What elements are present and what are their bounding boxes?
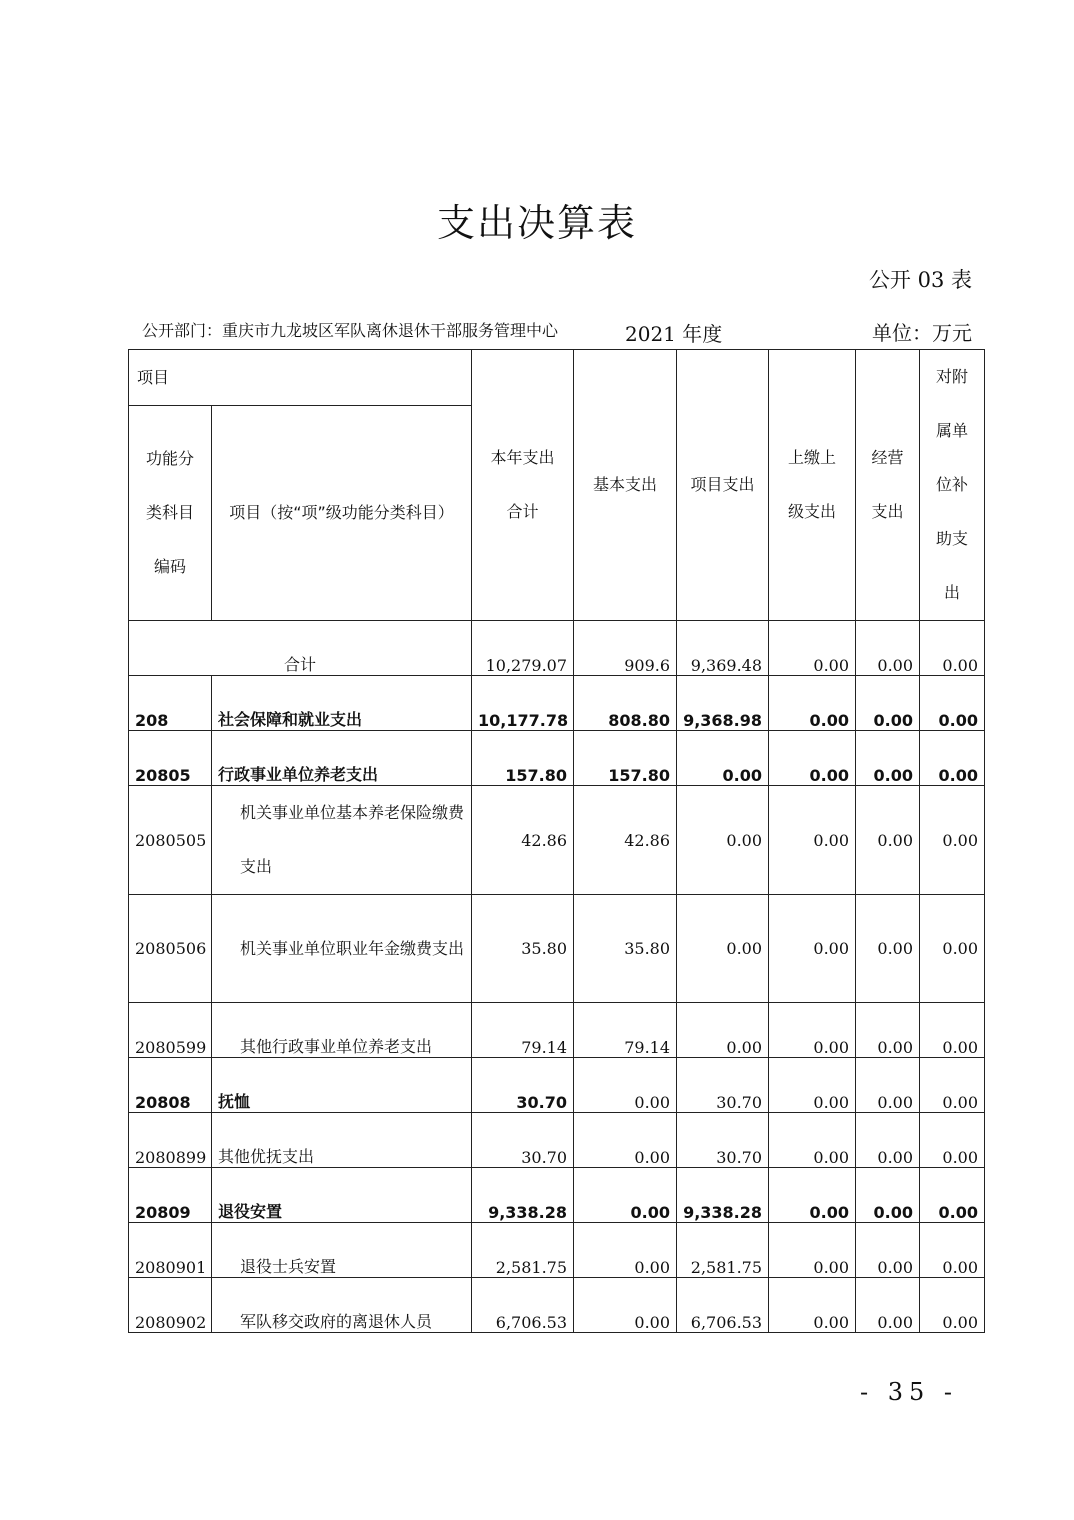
row-value: 0.00 xyxy=(920,1223,985,1278)
row-code: 2080505 xyxy=(129,786,212,895)
row-value: 35.80 xyxy=(472,895,574,1003)
row-value: 0.00 xyxy=(856,786,920,895)
row-value: 0.00 xyxy=(769,1168,856,1223)
row-name: 其他优抚支出 xyxy=(212,1113,472,1168)
header-business: 经营支出 xyxy=(856,350,920,621)
row-value: 157.80 xyxy=(574,731,677,786)
total-row xyxy=(129,621,985,676)
row-value: 0.00 xyxy=(920,1168,985,1223)
row-value: 0.00 xyxy=(769,731,856,786)
unit-label: 单位：万元 xyxy=(872,321,972,345)
table-row xyxy=(129,1113,985,1168)
row-value: 0.00 xyxy=(920,895,985,1003)
row-value: 0.00 xyxy=(769,1003,856,1058)
row-value: 0.00 xyxy=(856,1278,920,1333)
row-code: 20809 xyxy=(129,1168,212,1223)
row-code: 2080902 xyxy=(129,1278,212,1333)
table-row xyxy=(129,895,985,1003)
row-value: 0.00 xyxy=(769,895,856,1003)
row-value: 0.00 xyxy=(856,1223,920,1278)
header-upper: 上缴上级支出 xyxy=(769,350,856,621)
table-row xyxy=(129,676,985,731)
row-value: 0.00 xyxy=(769,1223,856,1278)
row-value: 79.14 xyxy=(574,1003,677,1058)
row-value: 0.00 xyxy=(856,676,920,731)
row-code: 2080901 xyxy=(129,1223,212,1278)
row-value: 6,706.53 xyxy=(677,1278,769,1333)
row-code: 2080599 xyxy=(129,1003,212,1058)
row-value: 9,338.28 xyxy=(677,1168,769,1223)
row-value: 0.00 xyxy=(920,1278,985,1333)
row-value: 30.70 xyxy=(677,1058,769,1113)
row-name: 军队移交政府的离退休人员 xyxy=(212,1278,472,1333)
total-label: 合计 xyxy=(129,621,472,676)
row-name: 退役士兵安置 xyxy=(212,1223,472,1278)
row-value: 10,177.78 xyxy=(472,676,574,731)
header-affiliate: 对附属单位补助支出 xyxy=(920,350,985,621)
row-value: 9,338.28 xyxy=(472,1168,574,1223)
row-value: 0.00 xyxy=(856,895,920,1003)
row-code: 208 xyxy=(129,676,212,731)
row-code: 2080899 xyxy=(129,1113,212,1168)
row-value: 30.70 xyxy=(677,1113,769,1168)
row-value: 30.70 xyxy=(472,1058,574,1113)
row-name: 其他行政事业单位养老支出 xyxy=(212,1003,472,1058)
total-cell: 9,369.48 xyxy=(677,621,769,676)
department-label: 公开部门：重庆市九龙坡区军队离休退休干部服务管理中心 xyxy=(142,321,559,340)
header-basic: 基本支出 xyxy=(574,350,677,621)
page-number: - 35 - xyxy=(860,1378,959,1406)
row-value: 0.00 xyxy=(920,1003,985,1058)
row-value: 2,581.75 xyxy=(472,1223,574,1278)
row-value: 0.00 xyxy=(769,786,856,895)
row-value: 0.00 xyxy=(856,1168,920,1223)
row-value: 0.00 xyxy=(677,731,769,786)
row-name: 机关事业单位基本养老保险缴费支出 xyxy=(212,786,472,895)
row-value: 0.00 xyxy=(677,895,769,1003)
row-value: 0.00 xyxy=(677,1003,769,1058)
row-name: 社会保障和就业支出 xyxy=(212,676,472,731)
row-value: 9,368.98 xyxy=(677,676,769,731)
row-value: 0.00 xyxy=(677,786,769,895)
page-title: 支出决算表 xyxy=(436,201,637,245)
row-name: 退役安置 xyxy=(212,1168,472,1223)
form-number: 公开 03 表 xyxy=(868,268,972,292)
row-code: 20808 xyxy=(129,1058,212,1113)
table-row xyxy=(129,731,985,786)
total-cell: 909.6 xyxy=(574,621,677,676)
total-cell: 0.00 xyxy=(769,621,856,676)
row-value: 42.86 xyxy=(472,786,574,895)
row-code: 20805 xyxy=(129,731,212,786)
row-value: 0.00 xyxy=(574,1223,677,1278)
row-value: 0.00 xyxy=(856,731,920,786)
row-name: 行政事业单位养老支出 xyxy=(212,731,472,786)
row-code: 2080506 xyxy=(129,895,212,1003)
row-value: 0.00 xyxy=(856,1113,920,1168)
row-value: 35.80 xyxy=(574,895,677,1003)
row-value: 0.00 xyxy=(574,1058,677,1113)
row-value: 6,706.53 xyxy=(472,1278,574,1333)
row-name: 机关事业单位职业年金缴费支出 xyxy=(212,895,472,1003)
header-name: 项目（按“项”级功能分类科目） xyxy=(212,406,472,621)
row-value: 2,581.75 xyxy=(677,1223,769,1278)
row-value: 42.86 xyxy=(574,786,677,895)
total-cell: 0.00 xyxy=(856,621,920,676)
row-value: 157.80 xyxy=(472,731,574,786)
row-name: 抚恤 xyxy=(212,1058,472,1113)
table-row xyxy=(129,1278,985,1333)
row-value: 0.00 xyxy=(574,1113,677,1168)
table-row xyxy=(129,1058,985,1113)
row-value: 808.80 xyxy=(574,676,677,731)
row-value: 0.00 xyxy=(920,1058,985,1113)
row-value: 0.00 xyxy=(769,676,856,731)
row-value: 0.00 xyxy=(920,731,985,786)
table-row xyxy=(129,1003,985,1058)
expenditure-table xyxy=(128,349,985,1333)
row-value: 0.00 xyxy=(856,1058,920,1113)
table-row xyxy=(129,1168,985,1223)
fiscal-year: 2021 年度 xyxy=(625,322,723,346)
row-value: 0.00 xyxy=(769,1278,856,1333)
row-value: 0.00 xyxy=(856,1003,920,1058)
row-value: 0.00 xyxy=(920,786,985,895)
header-project: 项目 xyxy=(129,350,472,406)
header-code: 功能分类科目编码 xyxy=(129,406,212,621)
row-value: 0.00 xyxy=(574,1278,677,1333)
row-value: 79.14 xyxy=(472,1003,574,1058)
row-value: 0.00 xyxy=(769,1058,856,1113)
row-value: 0.00 xyxy=(920,1113,985,1168)
table-row xyxy=(129,1223,985,1278)
header-total: 本年支出合计 xyxy=(472,350,574,621)
row-value: 0.00 xyxy=(574,1168,677,1223)
total-cell: 10,279.07 xyxy=(472,621,574,676)
table-row xyxy=(129,786,985,895)
row-value: 0.00 xyxy=(920,676,985,731)
row-value: 30.70 xyxy=(472,1113,574,1168)
header-project-exp: 项目支出 xyxy=(677,350,769,621)
row-value: 0.00 xyxy=(769,1113,856,1168)
total-cell: 0.00 xyxy=(920,621,985,676)
